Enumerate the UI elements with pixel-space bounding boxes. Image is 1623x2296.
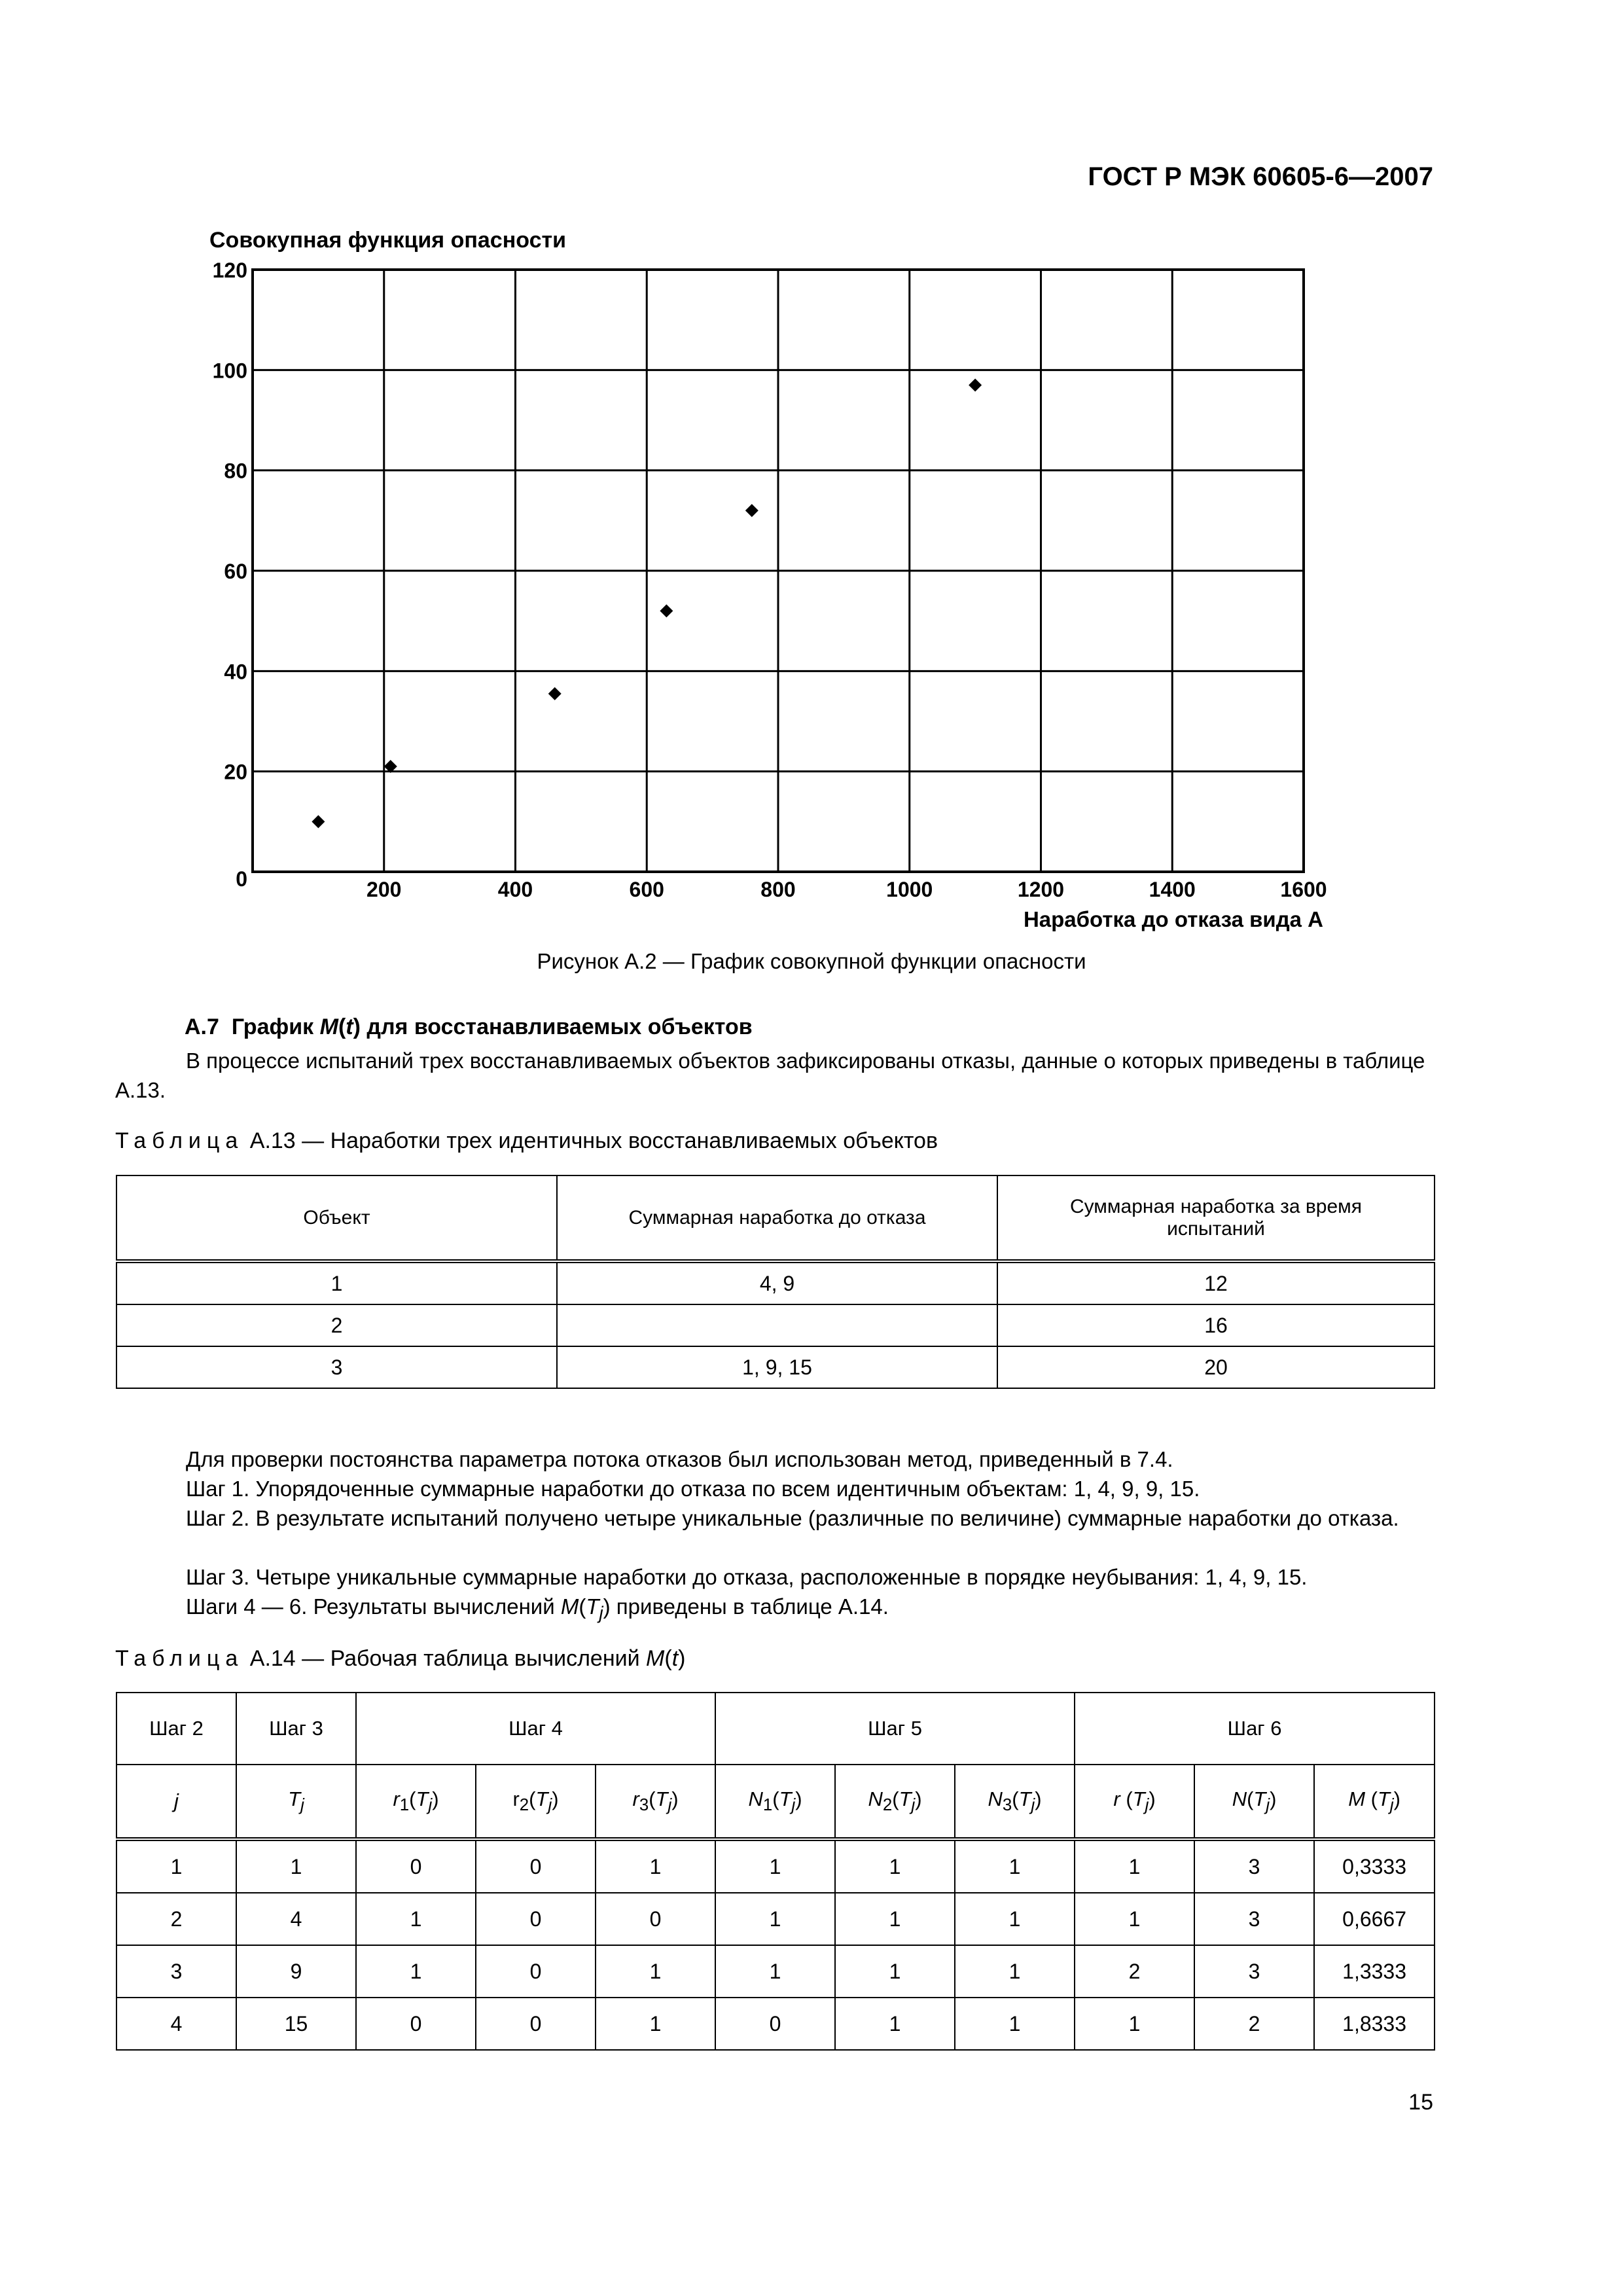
section-title-close: ) <box>353 1014 361 1039</box>
table-cell: 1 <box>715 1893 835 1945</box>
table-cell: 1 <box>955 1998 1075 2050</box>
data-point <box>548 687 562 700</box>
table14-title: Таблица A.14 — Рабочая таблица вычислений M(t) <box>115 1646 686 1671</box>
table13-title <box>115 1128 938 1154</box>
y-tick-label: 120 <box>212 259 247 282</box>
table-14 <box>116 1692 1435 2051</box>
table-cell: 0 <box>356 1839 476 1893</box>
table-cell: 1 <box>116 1261 557 1304</box>
table-cell: 0,6667 <box>1314 1893 1435 1945</box>
table14-label: Таблица <box>115 1646 244 1671</box>
table-cell: 15 <box>236 1998 356 2050</box>
section-heading <box>185 1014 753 1040</box>
cumulative-hazard-chart <box>196 223 1374 942</box>
steps-paragraph-1: Для проверки постоянства параметра потока отказов был использован метод, приведенный в 7.4. <box>186 1447 1173 1471</box>
table-row <box>116 1839 1435 1893</box>
x-tick-label: 1400 <box>1149 878 1196 901</box>
steps-p5-pre: Шаги 4 — 6. Результаты вычислений <box>186 1594 561 1619</box>
table-row <box>116 1261 1435 1304</box>
table-cell <box>557 1304 997 1346</box>
table-cell: 20 <box>997 1346 1435 1388</box>
table-cell: 2 <box>116 1893 236 1945</box>
table-13 <box>116 1175 1435 1389</box>
table-cell: 1 <box>356 1893 476 1945</box>
data-point <box>312 815 325 828</box>
steps-p5-sub: j <box>599 1602 603 1623</box>
table-cell: 16 <box>997 1304 1435 1346</box>
y-tick-label: 60 <box>224 560 247 583</box>
x-axis-label: Наработка до отказа вида A <box>1023 907 1323 931</box>
table-cell: 0 <box>596 1893 715 1945</box>
x-tick-label: 1600 <box>1280 878 1327 901</box>
table14-title-pre: A.14 — Рабочая таблица вычислений <box>249 1646 647 1671</box>
section-intro: В процессе испытаний трех восстанавливаемых объектов зафиксированы отказы, данные о которых приведены в таблице A.13. <box>115 1049 1425 1102</box>
table-cell: 4 <box>236 1893 356 1945</box>
table13-header-failure-time: Суммарная наработка до отказа <box>557 1175 997 1261</box>
table-cell: 1 <box>955 1893 1075 1945</box>
table13-title-text: A.13 — Наработки трех идентичных восстанавливаемых объектов <box>249 1128 938 1153</box>
data-point <box>745 504 758 517</box>
table14-sub-r: r $(T_j)$ <box>1075 1765 1194 1839</box>
table-row <box>116 1346 1435 1388</box>
table-cell: 3 <box>1194 1893 1314 1945</box>
section-title-open: ( <box>338 1014 346 1039</box>
table13-header-object: Объект <box>116 1175 557 1261</box>
table14-sub-M: M $(T_j)$ <box>1314 1765 1435 1839</box>
table-cell: 4 <box>116 1998 236 2050</box>
steps-paragraph-2: Шаг 1. Упорядоченные суммарные наработки до отказа по всем идентичным объектам: 1, 4, 9, 9, 15. <box>186 1477 1200 1501</box>
data-point <box>660 604 673 617</box>
table-cell: 2 <box>1075 1945 1194 1998</box>
table-cell: 3 <box>1194 1839 1314 1893</box>
table14-sub-N3: $N_3(T_j)$ <box>955 1765 1075 1839</box>
data-point <box>969 378 982 391</box>
section-title-pre: График <box>231 1014 320 1039</box>
table14-sub-N1: $N_1(T_j)$ <box>715 1765 835 1839</box>
section-title-post: для восстанавливаемых объектов <box>360 1014 753 1039</box>
table-cell: 1 <box>116 1839 236 1893</box>
y-tick-label: 20 <box>224 760 247 784</box>
table-cell: 0 <box>476 1998 596 2050</box>
table14-group-step5: Шаг 5 <box>715 1693 1075 1765</box>
x-tick-label: 1000 <box>886 878 933 901</box>
table-cell: 1 <box>1075 1998 1194 2050</box>
table-row <box>116 1304 1435 1346</box>
table-cell: 1 <box>955 1945 1075 1998</box>
y-tick-label: 100 <box>212 359 247 383</box>
table-cell: 1 <box>835 1945 955 1998</box>
table-cell: 9 <box>236 1945 356 1998</box>
table-cell: 2 <box>116 1304 557 1346</box>
table-cell: 1 <box>596 1998 715 2050</box>
table-cell: 0 <box>356 1998 476 2050</box>
steps-p5-func: M <box>560 1594 579 1619</box>
table-cell: 1 <box>835 1839 955 1893</box>
table14-group-step4: Шаг 4 <box>356 1693 715 1765</box>
table-cell: 1 <box>596 1839 715 1893</box>
table-cell: 1 <box>835 1893 955 1945</box>
table-cell: 1 <box>596 1945 715 1998</box>
table-cell: 4, 9 <box>557 1261 997 1304</box>
y-tick-label: 80 <box>224 459 247 483</box>
table14-sub-j: j <box>116 1765 236 1839</box>
table14-group-step3: Шаг 3 <box>236 1693 356 1765</box>
table14-title-func: M <box>646 1646 665 1671</box>
table14-sub-r2: $r_2(T_j)$ <box>476 1765 596 1839</box>
table-cell: 0 <box>476 1945 596 1998</box>
table14-sub-r3: $r_3(T_j)$ <box>596 1765 715 1839</box>
table-cell: 1 <box>1075 1839 1194 1893</box>
table-cell: 1 <box>1075 1893 1194 1945</box>
table14-sub-r1: $r_1(T_j)$ <box>356 1765 476 1839</box>
table-cell: 0 <box>476 1893 596 1945</box>
table-cell: 1 <box>236 1839 356 1893</box>
table-cell: 1 <box>835 1998 955 2050</box>
document-header: ГОСТ Р МЭК 60605-6—2007 <box>1088 162 1433 191</box>
table-cell: 1,8333 <box>1314 1998 1435 2050</box>
x-tick-label: 1200 <box>1017 878 1065 901</box>
table14-sub-Tj: $T_j$ <box>236 1765 356 1839</box>
x-tick-label: 600 <box>629 878 664 901</box>
steps-p5-post: ) приведены в таблице A.14. <box>603 1594 889 1619</box>
table-cell: 1,3333 <box>1314 1945 1435 1998</box>
steps-paragraph-4: Шаг 3. Четыре уникальные суммарные наработки до отказа, расположенные в порядке неубывания: 1, 4, 9, 15. <box>186 1565 1308 1589</box>
table-cell: 1 <box>715 1839 835 1893</box>
section-title-func: M <box>319 1014 338 1039</box>
table14-group-step2: Шаг 2 <box>116 1693 236 1765</box>
table13-label: Таблица <box>115 1128 244 1153</box>
table-cell: 0 <box>715 1998 835 2050</box>
table14-sub-N2: $N_2(T_j)$ <box>835 1765 955 1839</box>
section-title-arg: t <box>346 1014 353 1039</box>
table-cell: 1, 9, 15 <box>557 1346 997 1388</box>
section-number: A.7 <box>185 1014 219 1039</box>
steps-p5-arg: T <box>586 1594 599 1619</box>
table-cell: 2 <box>1194 1998 1314 2050</box>
x-tick-label: 200 <box>366 878 402 901</box>
table-row <box>116 1945 1435 1998</box>
y-tick-label: 40 <box>224 660 247 684</box>
steps-paragraph-5: Шаги 4 — 6. Результаты вычислений $M(T_j)$ приведены в таблице A.14. <box>186 1594 889 1623</box>
x-tick-label: 800 <box>760 878 796 901</box>
table-row <box>116 1998 1435 2050</box>
table-cell: 3 <box>116 1346 557 1388</box>
table-cell: 1 <box>955 1839 1075 1893</box>
table-cell: 1 <box>356 1945 476 1998</box>
table13-header-test-time: Суммарная наработка за время испытаний <box>997 1175 1435 1261</box>
page-number: 15 <box>1408 2090 1433 2115</box>
table-cell: 0,3333 <box>1314 1839 1435 1893</box>
table-cell: 3 <box>116 1945 236 1998</box>
table-row <box>116 1893 1435 1945</box>
table-cell: 0 <box>476 1839 596 1893</box>
table14-sub-N: $N(T_j)$ <box>1194 1765 1314 1839</box>
x-tick-label: 400 <box>497 878 533 901</box>
chart-title: Совокупная функция опасности <box>209 228 567 253</box>
table14-title-arg: t <box>671 1646 679 1671</box>
steps-paragraph-3: Шаг 2. В результате испытаний получено четыре уникальные (различные по величине) суммарные наработки до отказа. <box>186 1506 1399 1530</box>
figure-caption: Рисунок A.2 — График совокупной функции опасности <box>537 949 1086 973</box>
table-cell: 3 <box>1194 1945 1314 1998</box>
table-cell: 12 <box>997 1261 1435 1304</box>
y-tick-label: 0 <box>236 867 247 891</box>
table14-group-step6: Шаг 6 <box>1075 1693 1435 1765</box>
table-cell: 1 <box>715 1945 835 1998</box>
